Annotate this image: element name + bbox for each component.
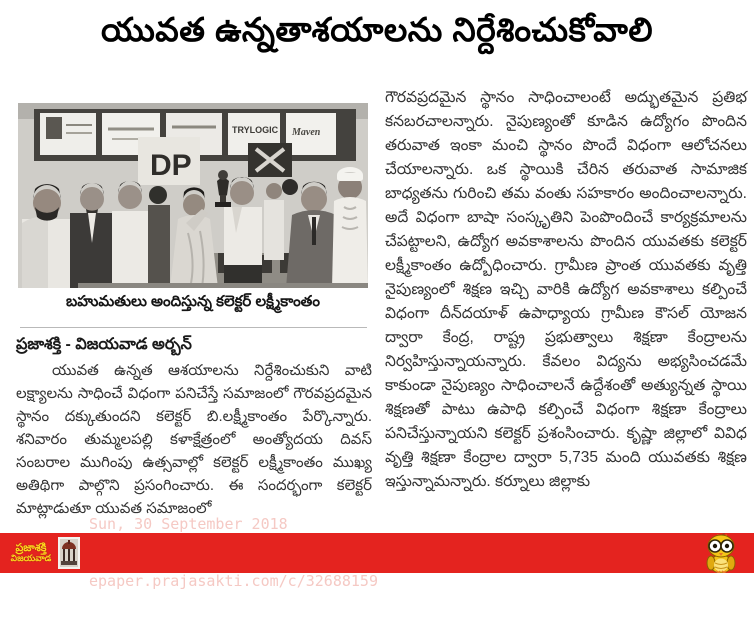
banner-text-dp: DP [150,149,192,182]
background-person [148,205,170,288]
prajasakti-logo-text [4,543,58,564]
news-photo [18,103,368,288]
monument-icon [58,537,80,569]
photo-floor [78,283,368,288]
epaper-footer-bar [0,515,754,590]
banner-text-trylogic: TRYLOGIC [232,125,279,135]
footer-url: epaper.prajasakti.com/c/32688159 [89,572,378,590]
banner-text-maven: Maven [292,127,321,138]
logo-title: ప్రజాశక్తి [15,541,47,554]
dateline: ప్రజాశక్తి - విజయవాడ అర్బన్ [16,336,192,353]
headline: యువత ఉన్నతాశయాలను నిర్దేశించుకోవాలి [100,11,654,48]
prajasakti-logo [4,537,80,569]
background-head [282,179,298,195]
logo-subtitle: విజయవాడ [10,553,52,564]
photo-caption: బహుమతులు అందిస్తున్న కలెక్టర్ లక్ష్మీకాంతం [66,293,320,310]
caption-divider [20,327,367,328]
article-column-right: గౌరవప్రదమైన స్థానం సాధించాలంటే అద్భుతమైన ప్రతిభ కనబరచాలన్నారు. నైపుణ్యంతో కూడిన ఉద్యోగం పొందిన తరువాత ఇంకా మంచి స్థానం పొందే విధంగా ఆలోచనలు చేయాలన్నారు. ఒక స్థాయికి చేరిన తరువాత సామాజిక బాధ్యతను గురించి తమ వంతు సహకారం అందించాలన్నారు. అదే విధంగా బాషా సంస్కృతిని పెంపొందించే కార్యక్రమాలను చేపట్టాలని, ఉద్యోగ అవకాశాలను పొందిన యువతకు కలెక్టర్ లక్ష్మీకాంతం ఉద్బోధించారు. గ్రామీణ ప్రాంత యువతకు వృత్తి నైపుణ్యంలో శిక్షణ ఇచ్చి వారికి ఉద్యోగ అవకాశాలు కల్పించే విధంగా దీన్‌దయాళ్ ఉపాధ్యాయ గ్రామీణ కౌసల్ యోజన ద్వారా కేంద్ర, రాష్ట్ర ప్రభుత్వాలు శిక్షణా కేంద్రాలను నిర్వహిస్తున్నాయన్నారు. కేవలం విద్యను అభ్యసించడమే కాకుండా నైపుణ్యం సాధించాలనే ఉద్దేశంతో అత్యున్నత స్థాయి శిక్షణతో పాటు ఉపాధి కల్పించే విధంగా శిక్షణా కేంద్రాలు పనిచేస్తున్నాయని కలెక్టర్ ప్రశంసించారు. కృష్ణా జిల్లాలో వివిధ వృత్తి శిక్షణా కేంద్రాల ద్వారా 5,735 మంది యువతకు శిక్షణ ఇస్తున్నామన్నారు. కర్నూలు జిల్లాకు [385,89,747,490]
article-column-left: యువత ఉన్నత ఆశయాలను నిర్దేశించుకుని వాటి లక్ష్యాలను సాధించే విధంగా పనిచేస్తే సమాజంలో గౌరవప్రదమైన స్థానం దక్కుతుందని కలెక్టర్ బి.లక్ష్మీకాంతం పేర్కొన్నారు. శనివారం తుమ్మలపల్లి కళాక్షేత్రంలో అంత్యోదయ దివస్ సంబరాల ముగింపు ఉత్సవాల్లో కలెక్టర్ లక్ష్మీకాంతం ముఖ్య అతిథిగా పాల్గొని ప్రసంగించారు. ఈ సందర్భంగా కలెక్టర్ మాట్లాడుతూ యువత సమాజంలో [16,362,372,517]
background-person [264,200,284,260]
background-head [149,186,167,204]
owl-mascot-icon [698,533,744,573]
background-head [266,183,282,199]
award-ceremony-photo [18,103,368,288]
footer-text-block [89,477,378,629]
footer-date: Sun, 30 September 2018 [89,515,288,533]
